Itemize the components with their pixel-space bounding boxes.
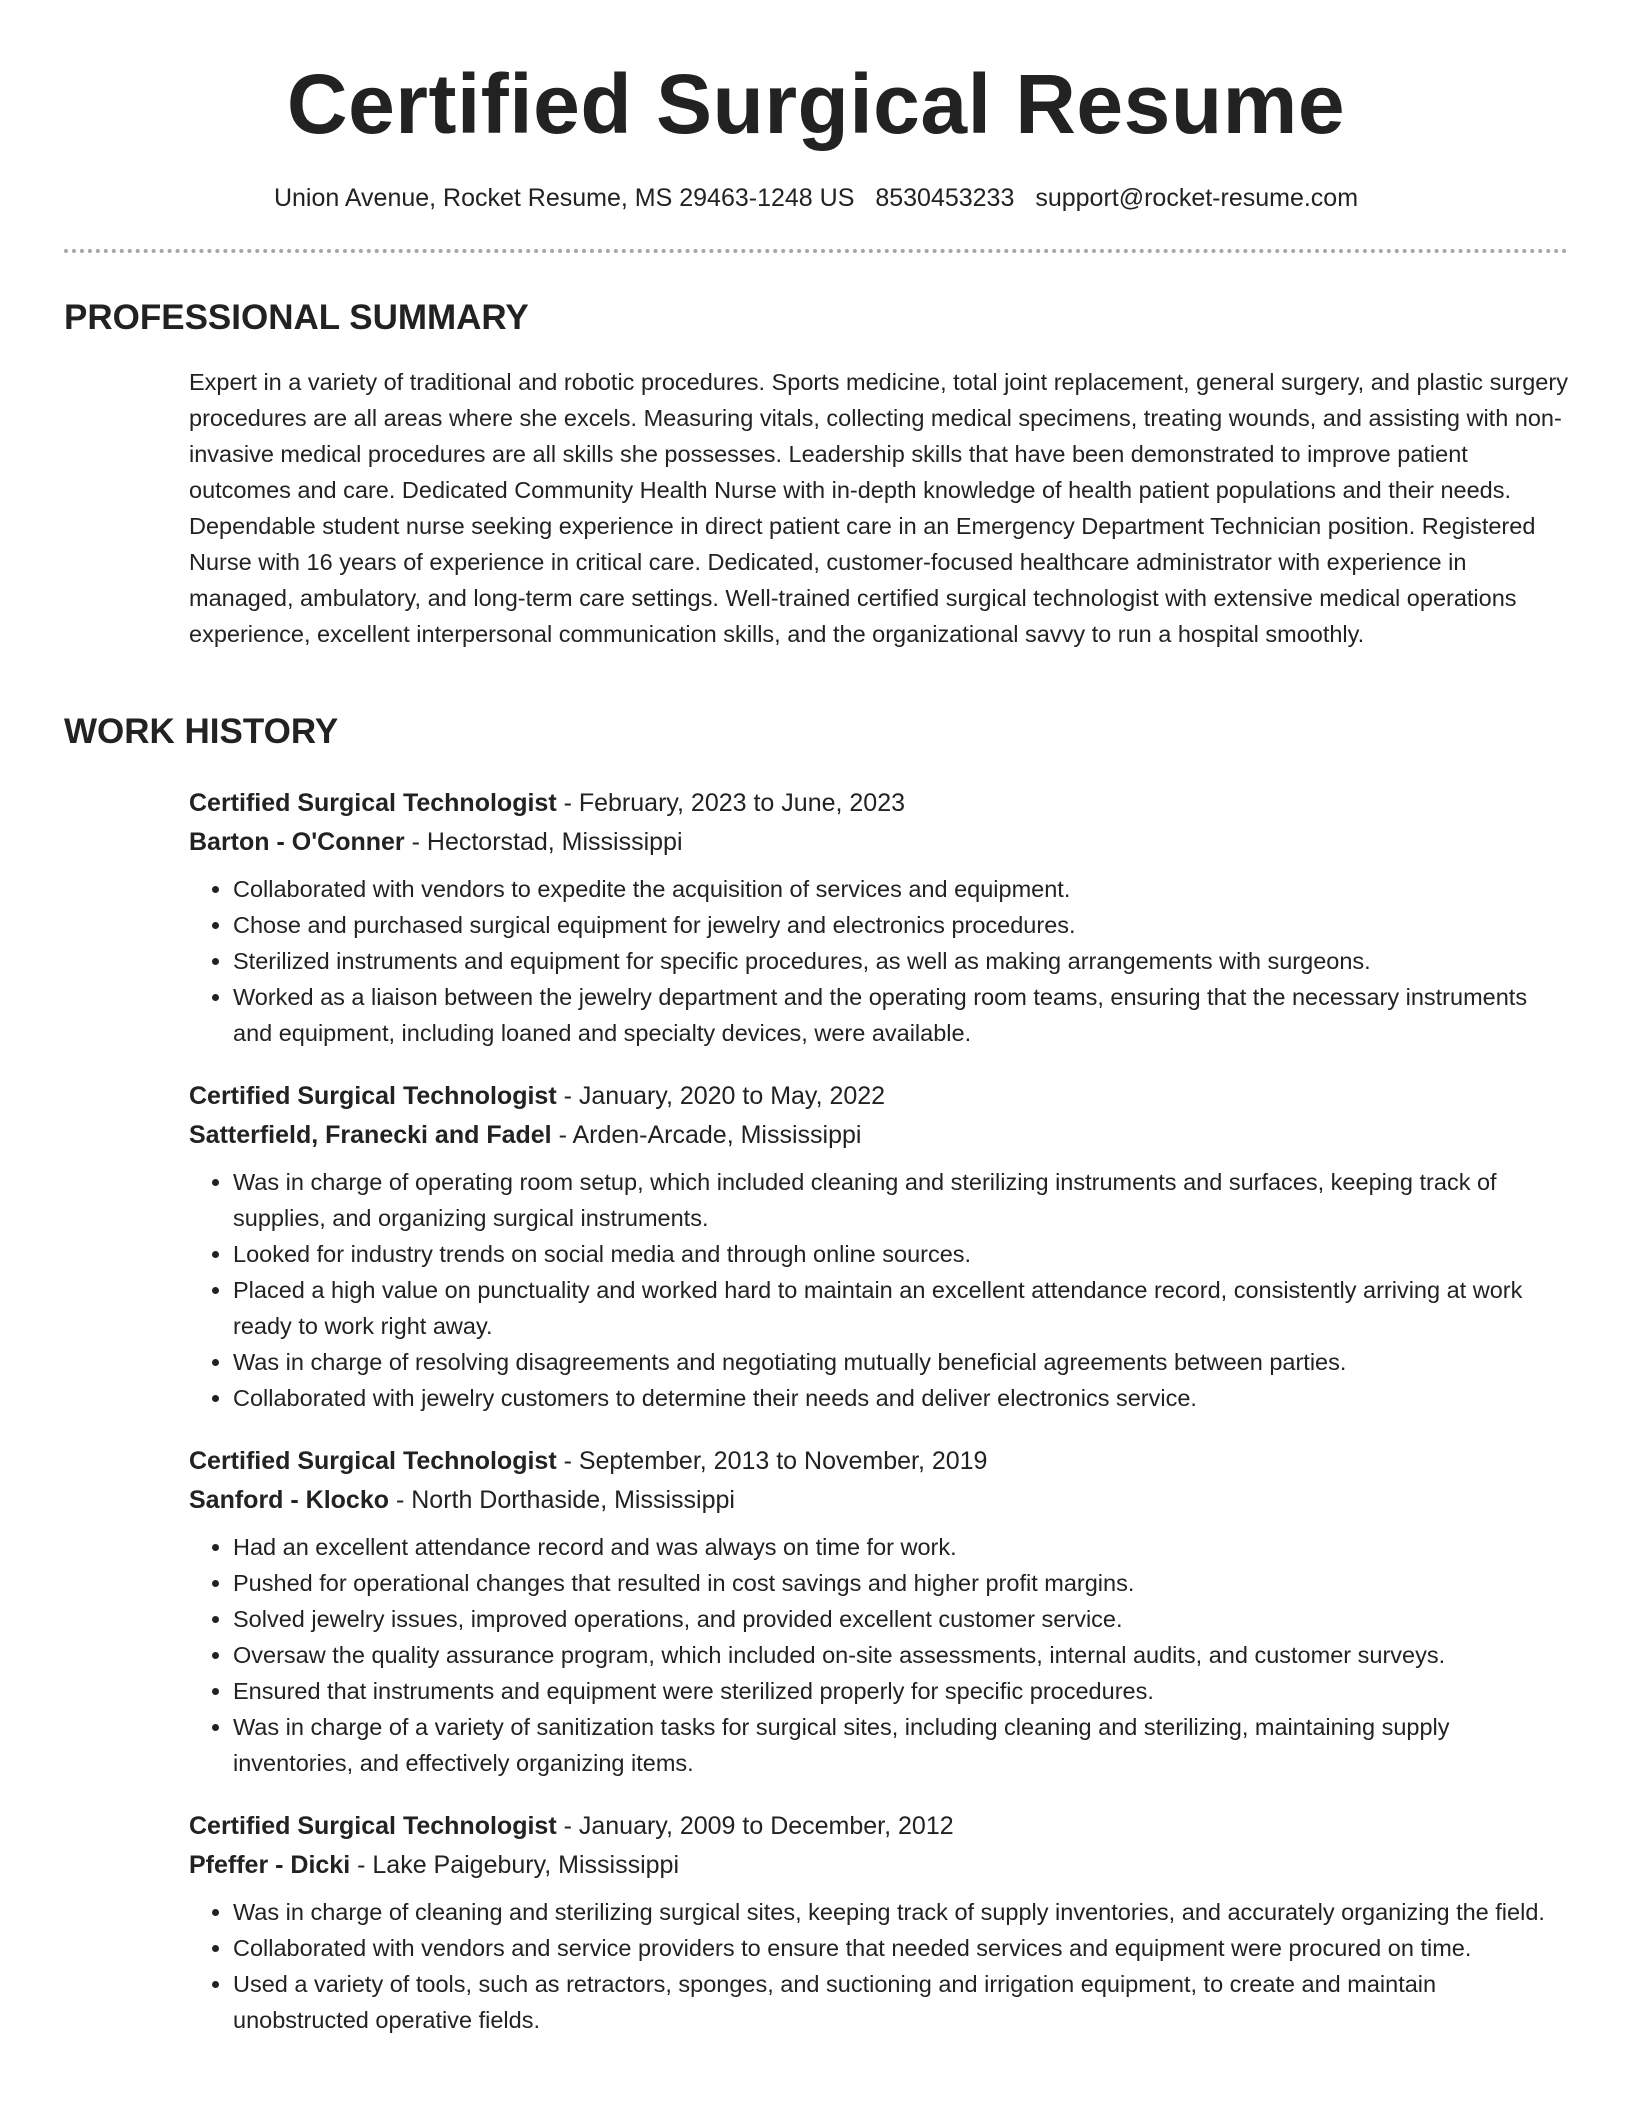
job-company-line [189,1116,1569,1155]
job-company: Satterfield, Franecki and Fadel [189,1121,552,1149]
job-entry [189,784,1569,1051]
work-history-heading: WORK HISTORY [64,712,339,751]
job-bullet: • Pushed for operational changes that resulted in cost savings and higher profit margins. [233,1565,1569,1601]
job-role: Certified Surgical Technologist [189,1082,557,1110]
job-location: - Arden-Arcade, Mississippi [551,1121,862,1149]
job-company-line [189,1846,1569,1885]
job-company-line [189,1481,1569,1520]
job-bullet: • Sterilized instruments and equipment for specific procedures, as well as making arrangements with surgeons. [233,943,1569,979]
job-dates: - September, 2013 to November, 2019 [556,1447,988,1475]
contact-email: support@rocket-resume.com [1035,184,1359,212]
job-bullet: • Collaborated with vendors and service providers to ensure that needed services and equipment were procured on time. [233,1930,1569,1966]
job-entry [189,1442,1569,1781]
job-title-line [189,1807,1569,1846]
job-bullet: • Oversaw the quality assurance program, which included on-site assessments, internal audits, and customer surveys. [233,1637,1569,1673]
resume-name: Certified Surgical Resume [286,57,1346,151]
job-title-line [189,1077,1569,1116]
job-title-line [189,784,1569,823]
job-bullet: • Was in charge of operating room setup, which included cleaning and sterilizing instruments and surfaces, keeping track of supplies, and organizing surgical instruments. [233,1164,1569,1236]
job-bullet: • Solved jewelry issues, improved operations, and provided excellent customer service. [233,1601,1569,1637]
contact-address: Union Avenue, Rocket Resume, MS 29463-1248 US [273,184,855,212]
job-bullet: • Worked as a liaison between the jewelry department and the operating room teams, ensuring that the necessary instruments and equipment, including loaned and specialty devices, were available. [233,979,1569,1051]
job-bullet: • Was in charge of cleaning and sterilizing surgical sites, keeping track of supply inventories, and accurately organizing the field. [233,1894,1569,1930]
job-bullets [189,871,1569,1051]
job-bullet: • Chose and purchased surgical equipment for jewelry and electronics procedures. [233,907,1569,943]
job-company: Sanford - Klocko [189,1486,390,1514]
job-bullet: • Was in charge of resolving disagreements and negotiating mutually beneficial agreements between parties. [233,1344,1569,1380]
contact-phone: 8530453233 [875,184,1015,212]
job-bullets [189,1894,1569,2038]
job-bullets [189,1529,1569,1781]
job-bullet: • Placed a high value on punctuality and worked hard to maintain an excellent attendance record, consistently arriving at work ready to work right away. [233,1272,1569,1344]
job-role: Certified Surgical Technologist [189,1447,557,1475]
job-dates: - January, 2020 to May, 2022 [556,1082,886,1110]
job-bullet: • Used a variety of tools, such as retractors, sponges, and suctioning and irrigation equipment, to create and maintain unobstructed operative fields. [233,1966,1569,2038]
job-bullets [189,1164,1569,1416]
job-company: Barton - O'Conner [189,828,405,856]
job-title-line [189,1442,1569,1481]
summary-text: Expert in a variety of traditional and robotic procedures. Sports medicine, total joint replacement, general surgery, and plastic surgery procedures are all areas where she excels. Measuring vitals, collecting medical specimens, treating wounds, and assisting with non-invasive medical procedures are all skills she possesses. Leadership skills that have been demonstrated to improve patient outcomes and care. Dedicated Community Health Nurse with in-depth knowledge of health patient populations and their needs. Dependable student nurse seeking experience in direct patient care in an Emergency Department Technician position. Registered Nurse with 16 years of experience in critical care. Dedicated, customer-focused healthcare administrator with experience in managed, ambulatory, and long-term care settings. Well-trained certified surgical technologist with extensive medical operations experience, excellent interpersonal communication skills, and the organizational savvy to run a hospital smoothly. [189,369,1568,647]
job-entry [189,1807,1569,2038]
job-bullet: • Collaborated with jewelry customers to determine their needs and deliver electronics service. [233,1380,1569,1416]
job-entry [189,1077,1569,1416]
job-bullet: • Was in charge of a variety of sanitization tasks for surgical sites, including cleaning and sterilizing, maintaining supply inventories, and effectively organizing items. [233,1709,1569,1781]
job-location: - North Dorthaside, Mississippi [389,1486,735,1514]
job-dates: - January, 2009 to December, 2012 [556,1812,954,1840]
job-bullet: • Ensured that instruments and equipment were sterilized properly for specific procedures. [233,1673,1569,1709]
job-bullet: • Looked for industry trends on social media and through online sources. [233,1236,1569,1272]
summary-heading: PROFESSIONAL SUMMARY [64,298,529,337]
job-location: - Hectorstad, Mississippi [404,828,683,856]
job-bullet: • Had an excellent attendance record and was always on time for work. [233,1529,1569,1565]
job-dates: - February, 2023 to June, 2023 [556,789,906,817]
job-role: Certified Surgical Technologist [189,789,557,817]
header-divider [64,249,1568,253]
contact-line [0,180,1632,216]
work-history-list [189,784,1569,2064]
job-role: Certified Surgical Technologist [189,1812,557,1840]
job-bullet: • Collaborated with vendors to expedite the acquisition of services and equipment. [233,871,1569,907]
job-location: - Lake Paigebury, Mississippi [350,1851,680,1879]
job-company-line [189,823,1569,862]
job-company: Pfeffer - Dicki [189,1851,351,1879]
